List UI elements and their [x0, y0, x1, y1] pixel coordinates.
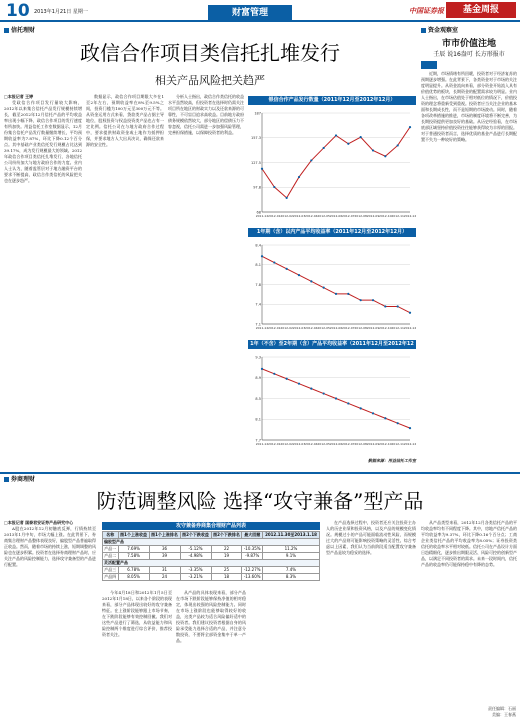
table-header: 最大回撤 [242, 532, 262, 539]
x-tick-label: 2012-01 [268, 442, 281, 446]
data-point [335, 397, 337, 399]
table-header: 图1个上涨排名 [149, 532, 180, 539]
product-column-2 [102, 590, 172, 712]
trust-subhead: 相关产品风险把关趋严 [155, 74, 265, 87]
editor-credits [488, 706, 516, 718]
data-point [384, 155, 386, 157]
trust-byline: □本报记者 王婷 [4, 94, 34, 99]
x-tick-label: 2012-04 [305, 326, 318, 330]
y-tick-label: 8.4 [255, 243, 261, 248]
editor-line: 责任编辑：石丽 [488, 706, 516, 711]
trust-paragraph: 数据显示，政信合作项目期限大多在1至2年左右，预期收益率在8%至9.5%之间，投资门槛为100万元至300万元不等。从资金运用方式来看，贷款类产品占据主导地位，股权投资与权益投资类产品也占有一定比例。信托公司在与地方政府合作过程中，要求提供财政资金或土地作为抵押担保，并要求地方人大出具决议，确保还款来源的安全性。 [86, 94, 164, 147]
data-point [360, 136, 362, 138]
trust-headline: 政信合作项目类信托扎堆发行 [80, 41, 340, 65]
data-point [347, 293, 349, 295]
x-tick-label: 2012-11 [391, 442, 404, 446]
data-point [335, 134, 337, 136]
x-tick-label: 2012-08 [354, 442, 367, 446]
product-paragraph: 今年4月18日和2012年1月5日至2012年1月18日，以来各个阶段的表现来看，部分产品体现出较好的攻守兼备特征。在上涨阶段能够跟上市场节奏，在下跌阶段能够有效控制回撤。我们对这些产品进行了筛选，从收益能力和风险控制两个维度进行综合评价，推荐投资者关注。 [102, 590, 172, 637]
table-header: 图1个上涨收益 [118, 532, 149, 539]
data-point [384, 305, 386, 307]
product-column-5 [421, 520, 517, 698]
product-column-4 [326, 520, 416, 712]
product-paragraph: 从产品的具体表现来看，部分产品在市场下跌阶段能够保持净值的相对稳定，体现出较强的风险控制能力。同时在市场上涨阶段也能够取得较好的收益，这类产品较为适合风险偏好适中的投资者。我们建议投资者根据自身的风险承受能力选择合适的产品，并注意分散投资，不要将全部资金集中于单一产品。 [176, 590, 246, 643]
table-row: 产品二 7.58% 39 -4.98% 19 -9.87% 9.1% [103, 553, 320, 560]
data-point [273, 261, 275, 263]
product-headline: 防范调整风险 选择“攻守兼备”型产品 [96, 489, 424, 513]
y-tick-label: 127.5 [250, 160, 261, 165]
section-divider [0, 472, 520, 474]
chart-2-plot [248, 239, 416, 336]
table-header: 图2个下跌排名 [211, 532, 242, 539]
chart-3 [248, 340, 416, 452]
data-point [273, 186, 275, 188]
x-tick-label: 2012-12 [403, 326, 416, 330]
y-tick-label: 157.3 [250, 136, 261, 141]
x-tick-label: 2012-07 [342, 214, 355, 218]
data-point [298, 383, 300, 385]
y-tick-label: 7.8 [255, 282, 261, 287]
y-tick-label: 97.8 [253, 185, 261, 190]
data-point [372, 299, 374, 301]
data-point [286, 197, 288, 199]
y-tick-label: 8.1 [255, 263, 261, 268]
product-table [102, 531, 320, 581]
fund-column-marker [421, 61, 437, 69]
x-tick-label: 2012-04 [305, 214, 318, 218]
y-tick-label: 8.5 [255, 396, 261, 401]
table-header: 图2个下跌收益 [180, 532, 211, 539]
product-table-title: 攻守兼备券商集合理财产品列表 [102, 522, 320, 530]
paper-name: 中国证券报 [409, 6, 444, 15]
x-tick-label: 2012-10 [379, 214, 392, 218]
y-tick-label: 68 [256, 210, 261, 215]
data-point [397, 422, 399, 424]
product-paragraph: A股在2012年12月初触底反弹，行情持续至2013年1月中旬，市场大幅上涨。在此背景下，券商集合理财产品整体表现良好，偏股型产品普遍取得正收益。然而，随着市场的持续上涨，短期调整的风险也在逐步积累。投资者在选择券商理财产品时，应关注产品的风险控制能力，选择攻守兼备型的产品进行配置。 [4, 526, 96, 567]
page-number: 10 [6, 1, 30, 21]
issue-date: 2013年1月21日 星期一 [34, 9, 88, 15]
product-byline: □本报记者 国泰君安证券产品研究中心 [4, 520, 74, 525]
x-tick-label: 2012-12 [403, 214, 416, 218]
x-tick-label: 2012-10 [379, 326, 392, 330]
product-paragraph: 在产品选择过程中，投资者还应关注投资主办人的历史业绩和投资风格，以及产品的规模变化情况。规模过小的产品可能面临流动性风险，而规模过大的产品则可能影响投资策略的灵活性。综合考虑以上因素，我们认为当前阶段适当配置攻守兼备型产品是较为稳妥的选择。 [326, 520, 416, 555]
fund-column-author: 壬辰 说16盎可 长方形报市 [433, 51, 505, 58]
fund-section-label: 资金观察室 [421, 27, 517, 35]
chart-3-plot [248, 351, 416, 452]
product-column-3 [176, 590, 246, 712]
chart-2 [248, 228, 416, 336]
data-point [310, 388, 312, 390]
x-tick-label: 2012-11 [391, 214, 404, 218]
table-group-row: 偏股型产品 [103, 539, 320, 546]
weekly-name: 基金周报 [446, 2, 516, 18]
data-point [261, 168, 263, 170]
x-tick-label: 2012-10 [379, 442, 392, 446]
table-row: 产品一 7.69% 36 -5.12% 22 -10.35% 11.2% [103, 546, 320, 553]
chart-1 [248, 96, 416, 224]
trust-column-1 [4, 94, 82, 466]
table-row: 产品三 6.78% 31 -3.35% 25 -12.27% 7.4% [103, 567, 320, 574]
table-header-row [103, 532, 320, 539]
square-icon [421, 28, 426, 33]
trust-section-label: 信托理财 [4, 27, 416, 35]
data-point [261, 255, 263, 257]
x-tick-label: 2012-05 [317, 442, 330, 446]
x-tick-label: 2012-08 [354, 214, 367, 218]
y-tick-label: 7.7 [255, 438, 261, 443]
chart-1-plot [248, 107, 416, 224]
x-tick-label: 2012-12 [403, 442, 416, 446]
data-point [347, 143, 349, 145]
data-point [372, 149, 374, 151]
data-point [310, 159, 312, 161]
masthead [0, 0, 520, 22]
x-tick-label: 2012-06 [329, 326, 343, 330]
data-point [298, 176, 300, 178]
trust-paragraph: 受政信合作项目发行量较大影响，2012年以来集合信托产品发行规模持续增长，截至2012年12月信托产品的平均收益率出现小幅下降，政信合作项目的发行速度有所加快。用益信托工作室数据显示，12月份集合信托产品发行数量继续增长，平均预期收益率为7.87%，环比下降0.12个百分点。其中基础产业类信托发行规模占比达到39.17%，成为发行规模最大的领域。2012年政信合作项目类信托扎堆发行，各地信托公司纷纷加大与地方政府合作的力度。业内人士认为，随着监管层对于地方融资平台的要求不断提高，政信合作类信托的风险把关也在逐步趋严。 [4, 100, 82, 183]
data-point [384, 417, 386, 419]
x-tick-label: 2012-11 [391, 326, 404, 330]
x-tick-label: 2012-02 [280, 214, 293, 218]
data-point [360, 407, 362, 409]
chart-3-title: 1年（不含）至2年期（含）产品平均收益率（2011年12月至2012年12月） [248, 340, 416, 349]
trust-column-3 [168, 94, 244, 466]
data-point [323, 392, 325, 394]
x-tick-label: 2012-03 [292, 442, 306, 446]
x-tick-label: 2012-07 [342, 326, 355, 330]
x-tick-label: 2012-09 [366, 214, 380, 218]
data-point [360, 299, 362, 301]
data-point [409, 126, 411, 128]
table-group-row: 灵活配置产品 [103, 560, 320, 567]
x-tick-label: 2011-12 [255, 326, 269, 330]
product-section-label: 券商理财 [4, 476, 204, 484]
data-point [323, 287, 325, 289]
x-tick-label: 2012-05 [317, 326, 330, 330]
product-paragraph: 从产品类型来看，2012年12月各类信托产品的平均收益率均有不同程度下降。其中，房地产信托产品的平均收益率为9.37%，环比下降0.16个百分点；工商企业类信托产品的平均收益率为8.05%；证券投资类信托的收益率水平相对较低。信托公司在产品设计方面日趋精细化，逐步推出期限灵活、风险可控的创新型产品，以满足不同投资者的需求。未来一段时间内，信托产品的收益率仍可能保持稳中有降的态势。 [421, 520, 517, 567]
chart-1-title: 银信合作产品发行数量（2011年12月至2012年12月） [248, 96, 416, 105]
x-tick-label: 2012-06 [329, 214, 343, 218]
data-point [409, 427, 411, 429]
chart-2-title: 1年期（含）以内产品平均收益率（2011年12月至2012年12月） [248, 228, 416, 237]
x-tick-label: 2012-05 [317, 214, 330, 218]
x-tick-label: 2012-04 [305, 442, 318, 446]
table-header: 名称 [103, 532, 119, 539]
data-point [310, 280, 312, 282]
data-point [397, 305, 399, 307]
y-tick-label: 8.1 [255, 417, 261, 422]
y-tick-label: 187 [254, 111, 261, 116]
section-title: 财富管理 [208, 5, 292, 22]
data-point [323, 147, 325, 149]
x-tick-label: 2012-06 [329, 442, 343, 446]
fund-column [421, 38, 517, 470]
y-tick-label: 9.3 [255, 355, 261, 360]
trust-column-2 [86, 94, 164, 466]
x-tick-label: 2012-02 [280, 326, 293, 330]
x-tick-label: 2012-03 [292, 326, 306, 330]
data-point [409, 312, 411, 314]
data-point [286, 268, 288, 270]
x-tick-label: 2012-08 [354, 326, 367, 330]
data-point [372, 412, 374, 414]
x-tick-label: 2011-12 [255, 214, 269, 218]
x-tick-label: 2012-09 [366, 442, 380, 446]
fund-column-text: 近期，市场情绪有所回暖，投资者对于经济复苏的预期逐步增强。在此背景下，各类资金对于市场的关注度明显提升。从资金流向来看，部分资金开始流入具有价值优势的板块，长期资金的配置需求较为明显。业内人士指出，在市场估值处于相对低位的情况下，价值投资的理念将重新受到重视。投资者应当关注企业的基本面和长期成长性，而不是短期的市场波动。同时，随着各项改革措施的推进，市场的制度环境将不断完善，为长期投资提供更加良好的基础。从历史经验看，在市场底部区域坚持价值投资往往能够获得较为丰厚的回报。对于普通投资者而言，选择优质的基金产品进行长期配置不失为一种较好的策略。 [421, 71, 517, 142]
table-row: 产品四 8.05% 24 -3.21% 18 -13.60% 8.3% [103, 574, 320, 581]
data-point [261, 368, 263, 370]
x-tick-label: 2011-12 [255, 442, 269, 446]
data-point [273, 373, 275, 375]
y-tick-label: 7.1 [255, 322, 261, 327]
x-tick-label: 2012-02 [280, 442, 293, 446]
chart-source: 数据来源：用益信托工作室 [368, 458, 416, 463]
x-tick-label: 2012-07 [342, 442, 355, 446]
data-point [397, 144, 399, 146]
x-tick-label: 2012-01 [268, 326, 281, 330]
data-point [298, 274, 300, 276]
trust-paragraph: 分析人士指出，政信合作类信托的收益水平虽然较高，但投资者在选择时仍需关注项目所在地区的财政实力以及还款来源的可靠性，不可盲目追求高收益。目前地方政府债务规模依然较大，部分地区的偿债压力不容忽视，信托公司需进一步加强风险管理，完善担保措施，以保障投资者的利益。 [168, 94, 244, 135]
table-header: 2012.11.30至2013.1.18 [262, 532, 319, 539]
y-tick-label: 7.4 [255, 302, 261, 307]
x-tick-label: 2012-09 [366, 326, 380, 330]
fund-column-title: 市市价值注地 [441, 39, 496, 49]
x-tick-label: 2012-03 [292, 214, 306, 218]
data-point [347, 402, 349, 404]
product-column-1 [4, 520, 96, 712]
y-tick-label: 8.9 [255, 376, 261, 381]
x-tick-label: 2012-01 [268, 214, 281, 218]
square-icon [4, 477, 9, 482]
data-point [286, 378, 288, 380]
design-line: 美编：王春燕 [492, 712, 516, 717]
data-point [335, 293, 337, 295]
square-icon [4, 28, 9, 33]
